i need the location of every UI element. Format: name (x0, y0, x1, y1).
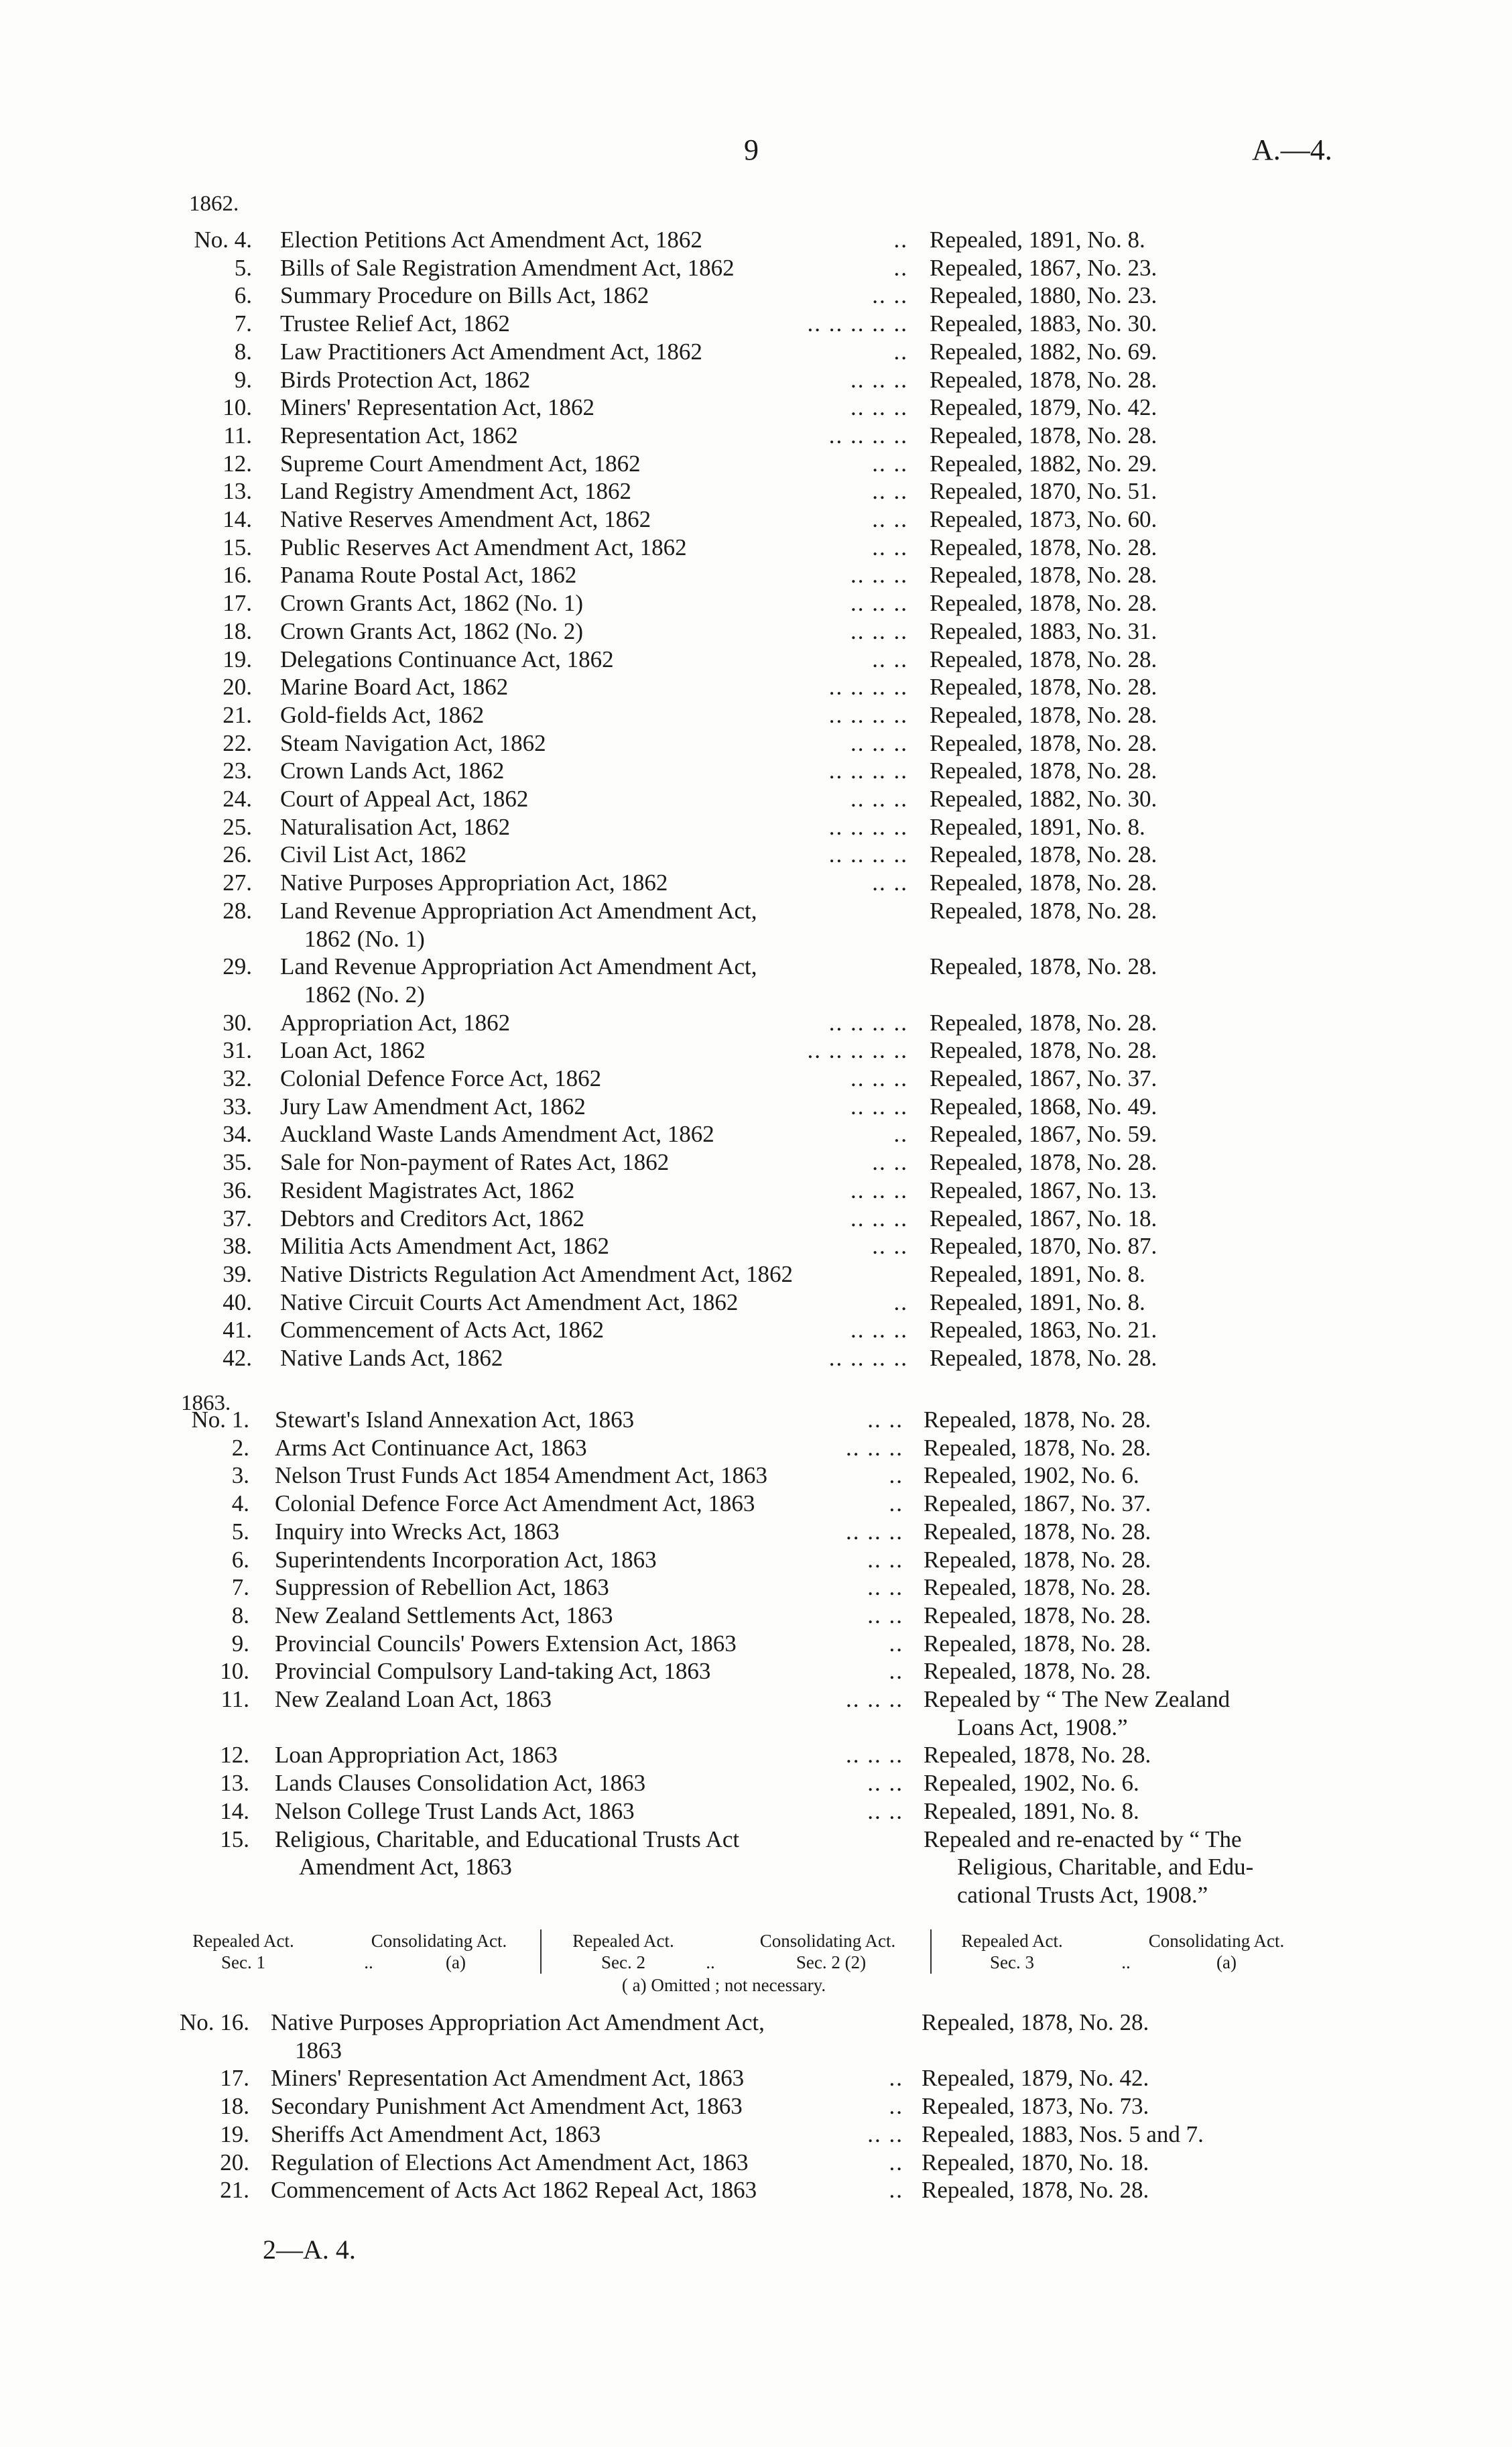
act-title: Land Registry Amendment Act, 1862 (280, 478, 631, 505)
dot-leader: .. .. (872, 534, 908, 560)
act-title: Native Circuit Courts Act Amendment Act, 1862 (280, 1289, 739, 1315)
dot-leader: .. .. .. .. (828, 1009, 908, 1036)
page-number: 9 (744, 133, 759, 166)
repeal-status: Repealed, 1878, No. 28. (930, 534, 1157, 560)
act-number: 34. (223, 1121, 252, 1148)
repeal-status: Repealed, 1902, No. 6. (924, 1462, 1139, 1489)
repeal-status: Repealed, 1867, No. 23. (930, 254, 1157, 281)
act-title: Militia Acts Amendment Act, 1862 (280, 1233, 609, 1260)
dot-leader: .. .. .. .. .. (807, 1037, 908, 1064)
act-number: 29. (223, 953, 252, 980)
dot-leader: .. .. (872, 646, 908, 672)
repeal-status: Repealed, 1867, No. 18. (930, 1205, 1157, 1232)
act-title: New Zealand Settlements Act, 1863 (275, 1602, 613, 1628)
act-title: Loan Act, 1862 (280, 1037, 426, 1064)
act-number: 8. (231, 1602, 249, 1628)
table-header: Consolidating Act. (1148, 1931, 1285, 1951)
act-title: Crown Grants Act, 1862 (No. 2) (280, 617, 584, 644)
dot-leader: .. .. (867, 1770, 903, 1797)
table-cell: Sec. 1 (221, 1952, 265, 1972)
dot-leader: .. (889, 1490, 903, 1517)
act-number: 6. (231, 1546, 249, 1573)
table-header: Repealed Act. (961, 1931, 1063, 1951)
act-title: Steam Navigation Act, 1862 (280, 729, 546, 756)
repeal-status: Repealed, 1873, No. 73. (922, 2093, 1149, 2120)
act-title: Commencement of Acts Act, 1862 (280, 1317, 605, 1344)
act-title: Law Practitioners Act Amendment Act, 1862 (280, 338, 702, 365)
table-header: Repealed Act. (192, 1931, 294, 1951)
act-number: 9. (231, 1630, 249, 1657)
dot-leader: .. (889, 2065, 903, 2092)
dot-leader: .. .. .. (846, 1518, 903, 1545)
act-title: Suppression of Rebellion Act, 1863 (275, 1574, 609, 1601)
repeal-status: Repealed, 1878, No. 28. (930, 758, 1157, 784)
act-title: Superintendents Incorporation Act, 1863 (275, 1546, 657, 1573)
repeal-status: Repealed, 1878, No. 28. (924, 1630, 1151, 1657)
dot-leader: .. .. (872, 1233, 908, 1260)
act-title: Nelson Trust Funds Act 1854 Amendment Act, 1863 (275, 1462, 768, 1489)
repeal-status: Repealed, 1882, No. 30. (930, 786, 1157, 812)
dot-leader: .. .. (867, 1546, 903, 1573)
act-number: No. 16. (179, 2009, 249, 2035)
table-cell: (a) (1216, 1952, 1237, 1972)
act-title: Miners' Representation Act, 1862 (280, 394, 594, 421)
act-title: Religious, Charitable, and Educational Trusts Act (275, 1826, 740, 1852)
repeal-status: Repealed, 1878, No. 28. (930, 729, 1157, 756)
act-title: Trustee Relief Act, 1862 (280, 310, 510, 337)
dot-leader: .. (893, 1289, 908, 1315)
act-title: Miners' Representation Act Amendment Act, 1863 (271, 2065, 745, 2092)
repeal-status: Repealed by “ The New Zealand (924, 1686, 1231, 1712)
act-title: Arms Act Continuance Act, 1863 (275, 1434, 587, 1461)
repeal-status: Repealed, 1878, No. 28. (924, 1574, 1151, 1601)
act-number: 11. (220, 1686, 249, 1712)
dot-leader: .. .. .. .. (828, 674, 908, 701)
act-number: 30. (223, 1009, 252, 1036)
act-number: 13. (223, 478, 252, 505)
repeal-status-continued: Religious, Charitable, and Edu- (957, 1854, 1254, 1881)
repeal-status: Repealed, 1878, No. 28. (930, 870, 1157, 896)
act-title: Debtors and Creditors Act, 1862 (280, 1205, 584, 1232)
table-header: Consolidating Act. (371, 1931, 507, 1951)
act-number: 27. (223, 870, 252, 896)
repeal-status: Repealed, 1867, No. 59. (930, 1121, 1157, 1148)
act-number: 31. (223, 1037, 252, 1064)
table-cell: Sec. 2 (2) (796, 1952, 867, 1972)
act-number: 35. (223, 1149, 252, 1176)
act-title: Land Revenue Appropriation Act Amendment Act, (280, 897, 757, 924)
act-title: Auckland Waste Lands Amendment Act, 1862 (280, 1121, 714, 1148)
dot-leader: .. .. (872, 1149, 908, 1176)
act-number: 13. (220, 1770, 249, 1797)
repeal-status: Repealed, 1878, No. 28. (930, 674, 1157, 701)
act-title: Colonial Defence Force Act, 1862 (280, 1065, 602, 1091)
act-number: 18. (223, 617, 252, 644)
act-number: 7. (234, 310, 252, 337)
act-title: Representation Act, 1862 (280, 422, 518, 449)
act-title-continued: 1862 (No. 2) (304, 981, 425, 1008)
act-title: Bills of Sale Registration Amendment Act, 1862 (280, 254, 735, 281)
act-number: 11. (223, 422, 252, 449)
repeal-status: Repealed, 1878, No. 28. (930, 1345, 1157, 1371)
act-number: 12. (223, 450, 252, 477)
act-number: 32. (223, 1065, 252, 1091)
act-title: Provincial Compulsory Land-taking Act, 1863 (275, 1658, 711, 1685)
act-title: Regulation of Elections Act Amendment Act, 1863 (271, 2149, 749, 2175)
act-number: 25. (223, 813, 252, 840)
act-number: 39. (223, 1260, 252, 1287)
act-title: Sale for Non-payment of Rates Act, 1862 (280, 1149, 670, 1176)
repeal-status: Repealed, 1878, No. 28. (930, 1149, 1157, 1176)
table-cell: (a) (446, 1952, 466, 1972)
dot-leader: .. .. .. .. (828, 758, 908, 784)
act-title: Resident Magistrates Act, 1862 (280, 1177, 575, 1203)
act-number: 14. (220, 1797, 249, 1824)
dot-leader: .. (893, 1121, 908, 1148)
act-number: No. 4. (194, 227, 252, 253)
act-title: Secondary Punishment Act Amendment Act, 1863 (271, 2093, 743, 2120)
act-number: 5. (234, 254, 252, 281)
repeal-status: Repealed, 1879, No. 42. (922, 2065, 1149, 2092)
repeal-status: Repealed, 1878, No. 28. (930, 422, 1157, 449)
dot-leader: .. (893, 254, 908, 281)
repeal-status: Repealed, 1882, No. 29. (930, 450, 1157, 477)
dot-leader: .. .. .. (850, 617, 908, 644)
act-number: 18. (220, 2093, 249, 2120)
repeal-status: Repealed, 1878, No. 28. (930, 953, 1157, 980)
act-title: Colonial Defence Force Act Amendment Act, 1863 (275, 1490, 755, 1517)
act-title: Commencement of Acts Act 1862 Repeal Act, 1863 (271, 2177, 757, 2204)
dot-leader: .. .. .. (850, 590, 908, 617)
dot-leader: .. .. (872, 506, 908, 532)
repeal-status: Repealed, 1878, No. 28. (930, 646, 1157, 672)
act-title: Marine Board Act, 1862 (280, 674, 509, 701)
dot-leader: .. (889, 1630, 903, 1657)
repeal-status: Repealed, 1878, No. 28. (924, 1407, 1151, 1433)
table-cell: .. (1121, 1952, 1131, 1972)
repeal-status: Repealed and re-enacted by “ The (924, 1826, 1242, 1852)
year-heading-1862: 1862. (189, 192, 239, 216)
repeal-status: Repealed, 1878, No. 28. (924, 1602, 1151, 1628)
dot-leader: .. .. (872, 870, 908, 896)
dot-leader: .. .. (872, 450, 908, 477)
repeal-status: Repealed, 1878, No. 28. (930, 1037, 1157, 1064)
act-title-continued: 1863 (295, 2037, 342, 2064)
table-cell: .. (364, 1952, 373, 1972)
act-title: Panama Route Postal Act, 1862 (280, 562, 577, 589)
repeal-status: Repealed, 1878, No. 28. (924, 1658, 1151, 1685)
act-title: Public Reserves Act Amendment Act, 1862 (280, 534, 687, 560)
repeal-status: Repealed, 1878, No. 28. (930, 897, 1157, 924)
dot-leader: .. (889, 2149, 903, 2175)
repeal-status: Repealed, 1880, No. 23. (930, 282, 1157, 309)
dot-leader: .. .. .. .. (828, 841, 908, 868)
dot-leader: .. .. .. .. (828, 701, 908, 728)
dot-leader: .. (893, 227, 908, 253)
act-title: Civil List Act, 1862 (280, 841, 467, 868)
act-number: 33. (223, 1093, 252, 1120)
act-number: 22. (223, 729, 252, 756)
act-title: Inquiry into Wrecks Act, 1863 (275, 1518, 560, 1545)
repeal-status: Repealed, 1878, No. 28. (930, 1009, 1157, 1036)
act-number: 12. (220, 1742, 249, 1769)
dot-leader: .. .. (872, 478, 908, 505)
act-title: Crown Grants Act, 1862 (No. 1) (280, 590, 584, 617)
repeal-status: Repealed, 1870, No. 87. (930, 1233, 1157, 1260)
act-title: Native Purposes Appropriation Act Amendment Act, (271, 2009, 765, 2035)
dot-leader: .. .. (867, 1407, 903, 1433)
dot-leader: .. .. (867, 1574, 903, 1601)
act-number: 40. (223, 1289, 252, 1315)
repeal-status: Repealed, 1891, No. 8. (930, 227, 1145, 253)
dot-leader: .. .. .. (850, 394, 908, 421)
dot-leader: .. .. (867, 1797, 903, 1824)
dot-leader: .. (889, 2093, 903, 2120)
repeal-status: Repealed, 1863, No. 21. (930, 1317, 1157, 1344)
dot-leader: .. .. .. .. (828, 813, 908, 840)
repeal-status: Repealed, 1891, No. 8. (930, 813, 1145, 840)
act-title: Stewart's Island Annexation Act, 1863 (275, 1407, 635, 1433)
dot-leader: .. (893, 338, 908, 365)
act-title: Lands Clauses Consolidation Act, 1863 (275, 1770, 646, 1797)
act-number: 36. (223, 1177, 252, 1203)
act-title: Nelson College Trust Lands Act, 1863 (275, 1797, 635, 1824)
act-title: Summary Procedure on Bills Act, 1862 (280, 282, 649, 309)
act-title: Court of Appeal Act, 1862 (280, 786, 529, 812)
dot-leader: .. .. (867, 1602, 903, 1628)
repeal-status-continued: Loans Act, 1908.” (957, 1714, 1128, 1740)
act-number: 23. (223, 758, 252, 784)
repeal-status: Repealed, 1867, No. 37. (924, 1490, 1151, 1517)
repeal-status: Repealed, 1883, No. 31. (930, 617, 1157, 644)
repeal-status: Repealed, 1882, No. 69. (930, 338, 1157, 365)
dot-leader: .. (889, 1658, 903, 1685)
repeal-status: Repealed, 1891, No. 8. (930, 1260, 1145, 1287)
dot-leader: .. (889, 2177, 903, 2204)
dot-leader: .. (889, 1462, 903, 1489)
column-divider (930, 1929, 932, 1974)
act-number: 16. (223, 562, 252, 589)
act-title-continued: Amendment Act, 1863 (299, 1854, 512, 1881)
act-title: Naturalisation Act, 1862 (280, 813, 511, 840)
repeal-status: Repealed, 1878, No. 28. (922, 2177, 1149, 2204)
act-number: 2. (231, 1434, 249, 1461)
repeal-status: Repealed, 1878, No. 28. (922, 2009, 1149, 2035)
act-number: 20. (223, 674, 252, 701)
dot-leader: .. .. .. (850, 786, 908, 812)
document-reference: A.—4. (1252, 133, 1332, 166)
act-title: Sheriffs Act Amendment Act, 1863 (271, 2121, 601, 2147)
table-header: Repealed Act. (572, 1931, 674, 1951)
repeal-status: Repealed, 1878, No. 28. (930, 590, 1157, 617)
act-title-continued: 1862 (No. 1) (304, 925, 425, 952)
act-number: 14. (223, 506, 252, 532)
act-title: Native Purposes Appropriation Act, 1862 (280, 870, 668, 896)
repeal-status: Repealed, 1891, No. 8. (924, 1797, 1139, 1824)
act-title: Gold-fields Act, 1862 (280, 701, 485, 728)
repeal-status-continued: cational Trusts Act, 1908.” (957, 1881, 1208, 1908)
act-number: 19. (220, 2121, 249, 2147)
table-header: Consolidating Act. (759, 1931, 896, 1951)
repeal-status: Repealed, 1873, No. 60. (930, 506, 1157, 532)
repeal-status: Repealed, 1879, No. 42. (930, 394, 1157, 421)
repeal-status: Repealed, 1883, Nos. 5 and 7. (922, 2121, 1204, 2147)
dot-leader: .. .. .. (850, 729, 908, 756)
repeal-status: Repealed, 1902, No. 6. (924, 1770, 1139, 1797)
act-number: 3. (231, 1462, 249, 1489)
dot-leader: .. .. (867, 2121, 903, 2147)
dot-leader: .. .. .. (850, 1065, 908, 1091)
dot-leader: .. .. .. (850, 366, 908, 393)
act-number: No. 1. (191, 1407, 249, 1433)
act-title: Native Reserves Amendment Act, 1862 (280, 506, 651, 532)
repeal-status: Repealed, 1878, No. 28. (924, 1546, 1151, 1573)
act-number: 5. (231, 1518, 249, 1545)
column-divider (540, 1929, 542, 1974)
dot-leader: .. .. .. (846, 1434, 903, 1461)
repeal-status: Repealed, 1878, No. 28. (924, 1434, 1151, 1461)
table-cell: Sec. 2 (601, 1952, 645, 1972)
table-footnote: ( a) Omitted ; not necessary. (621, 1975, 826, 1995)
repeal-status: Repealed, 1878, No. 28. (930, 701, 1157, 728)
act-number: 24. (223, 786, 252, 812)
dot-leader: .. .. .. .. (828, 422, 908, 449)
act-number: 15. (223, 534, 252, 560)
repeal-status: Repealed, 1878, No. 28. (924, 1518, 1151, 1545)
repeal-status: Repealed, 1883, No. 30. (930, 310, 1157, 337)
year-heading-1863: 1863. (181, 1391, 231, 1415)
repeal-status: Repealed, 1878, No. 28. (930, 366, 1157, 393)
act-number: 42. (223, 1345, 252, 1371)
act-number: 8. (234, 338, 252, 365)
act-number: 17. (220, 2065, 249, 2092)
table-cell: Sec. 3 (990, 1952, 1034, 1972)
table-cell: .. (706, 1952, 715, 1972)
dot-leader: .. .. .. (846, 1686, 903, 1712)
act-number: 28. (223, 897, 252, 924)
act-title: Appropriation Act, 1862 (280, 1009, 511, 1036)
act-number: 26. (223, 841, 252, 868)
act-title: Election Petitions Act Amendment Act, 1862 (280, 227, 702, 253)
act-number: 38. (223, 1233, 252, 1260)
act-number: 15. (220, 1826, 249, 1852)
repeal-status: Repealed, 1878, No. 28. (930, 562, 1157, 589)
act-number: 17. (223, 590, 252, 617)
act-title: Delegations Continuance Act, 1862 (280, 646, 614, 672)
repeal-status: Repealed, 1868, No. 49. (930, 1093, 1157, 1120)
act-title: Land Revenue Appropriation Act Amendment Act, (280, 953, 757, 980)
dot-leader: .. .. .. (846, 1742, 903, 1769)
signature-mark: 2—A. 4. (263, 2234, 356, 2265)
act-number: 41. (223, 1317, 252, 1344)
act-title: Loan Appropriation Act, 1863 (275, 1742, 558, 1769)
act-number: 7. (231, 1574, 249, 1601)
act-title: Crown Lands Act, 1862 (280, 758, 505, 784)
act-number: 19. (223, 646, 252, 672)
repeal-status: Repealed, 1878, No. 28. (924, 1742, 1151, 1769)
act-number: 4. (231, 1490, 249, 1517)
act-number: 10. (223, 394, 252, 421)
dot-leader: .. .. .. (850, 1205, 908, 1232)
act-number: 21. (220, 2177, 249, 2204)
act-title: Jury Law Amendment Act, 1862 (280, 1093, 586, 1120)
dot-leader: .. .. .. (850, 1317, 908, 1344)
act-title: Native Lands Act, 1862 (280, 1345, 503, 1371)
dot-leader: .. .. .. (850, 562, 908, 589)
act-title: Provincial Councils' Powers Extension Act, 1863 (275, 1630, 737, 1657)
repeal-status: Repealed, 1867, No. 37. (930, 1065, 1157, 1091)
repeal-status: Repealed, 1867, No. 13. (930, 1177, 1157, 1203)
act-title: New Zealand Loan Act, 1863 (275, 1686, 552, 1712)
act-number: 37. (223, 1205, 252, 1232)
act-number: 20. (220, 2149, 249, 2175)
repeal-status: Repealed, 1878, No. 28. (930, 841, 1157, 868)
dot-leader: .. .. .. (850, 1093, 908, 1120)
act-title: Birds Protection Act, 1862 (280, 366, 531, 393)
act-title: Supreme Court Amendment Act, 1862 (280, 450, 641, 477)
repeal-status: Repealed, 1870, No. 51. (930, 478, 1157, 505)
act-number: 10. (220, 1658, 249, 1685)
act-number: 6. (234, 282, 252, 309)
act-number: 9. (234, 366, 252, 393)
dot-leader: .. .. (872, 282, 908, 309)
act-number: 21. (223, 701, 252, 728)
repeal-status: Repealed, 1870, No. 18. (922, 2149, 1149, 2175)
act-title: Native Districts Regulation Act Amendment Act, 1862 (280, 1260, 794, 1287)
dot-leader: .. .. .. .. (828, 1345, 908, 1371)
dot-leader: .. .. .. .. .. (807, 310, 908, 337)
repeal-status: Repealed, 1891, No. 8. (930, 1289, 1145, 1315)
dot-leader: .. .. .. (850, 1177, 908, 1203)
